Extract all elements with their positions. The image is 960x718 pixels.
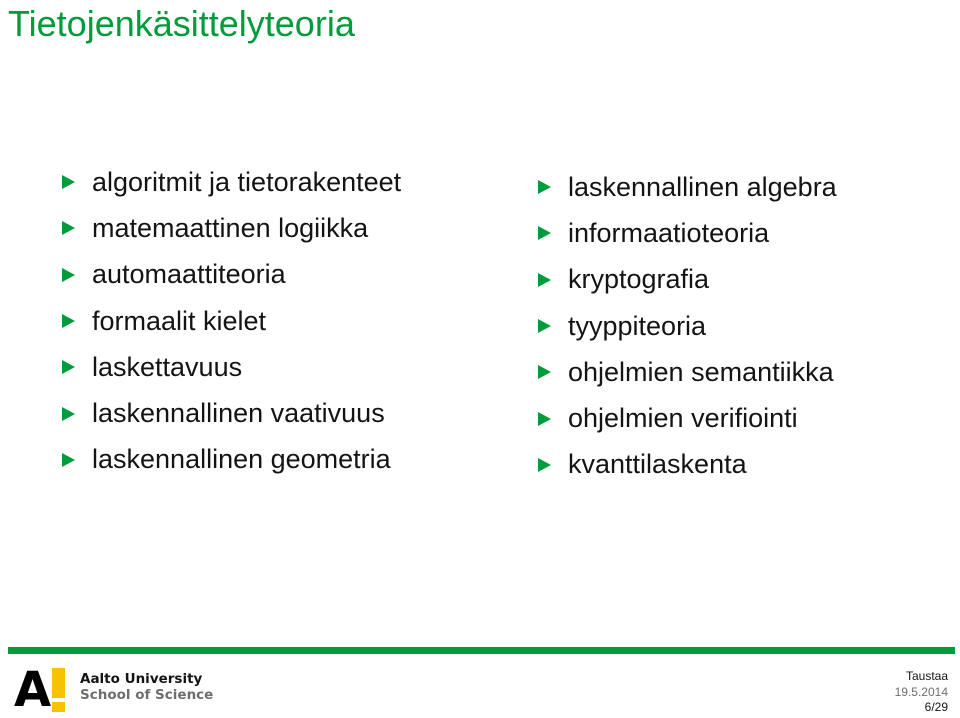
triangle-bullet-icon xyxy=(538,365,551,379)
section-label: Taustaa xyxy=(905,669,948,683)
list-item-text: laskennallinen algebra xyxy=(568,171,837,202)
list-item-text: tyyppiteoria xyxy=(568,310,707,341)
list-item-text: matemaattinen logiikka xyxy=(92,212,369,243)
list-item-text: kvanttilaskenta xyxy=(568,449,747,480)
list-item-text: kryptografia xyxy=(568,264,710,295)
list-item-text: ohjelmien semantiikka xyxy=(568,356,834,387)
list-item-text: algoritmit ja tietorakenteet xyxy=(92,166,402,197)
exclamation-icon xyxy=(52,668,65,712)
triangle-bullet-icon xyxy=(62,175,75,189)
list-item xyxy=(62,159,401,205)
list-item-text: laskennallinen vaativuus xyxy=(92,398,385,429)
list-item-text: informaatioteoria xyxy=(568,217,770,248)
list-item-text: laskettavuus xyxy=(92,351,243,382)
list-item xyxy=(62,252,401,298)
list-item xyxy=(62,298,401,344)
right-bullet-list xyxy=(538,164,837,488)
triangle-bullet-icon xyxy=(62,221,75,235)
triangle-bullet-icon xyxy=(62,268,75,282)
triangle-bullet-icon xyxy=(62,360,75,374)
left-bullet-list xyxy=(62,159,401,483)
triangle-bullet-icon xyxy=(538,273,551,287)
triangle-bullet-icon xyxy=(62,314,75,328)
triangle-bullet-icon xyxy=(538,412,551,426)
list-item-text: automaattiteoria xyxy=(92,259,286,290)
list-item xyxy=(538,349,837,395)
list-item xyxy=(62,344,401,390)
list-item-text: ohjelmien verifiointi xyxy=(568,403,798,434)
list-item xyxy=(538,164,837,210)
list-item xyxy=(62,205,401,251)
page-number: 6/29 xyxy=(924,700,948,714)
triangle-bullet-icon xyxy=(538,226,551,240)
slide-title: Tietojenkäsittelyteoria xyxy=(8,3,355,44)
logo-letter: A xyxy=(14,662,50,718)
aalto-logo-icon xyxy=(14,662,74,718)
slide-date: 19.5.2014 xyxy=(894,685,948,699)
list-item xyxy=(538,257,837,303)
university-name: Aalto University xyxy=(80,671,203,687)
list-item-text: laskennallinen geometria xyxy=(92,444,391,475)
triangle-bullet-icon xyxy=(62,407,75,421)
footer-divider xyxy=(8,647,955,654)
triangle-bullet-icon xyxy=(538,180,551,194)
list-item xyxy=(538,210,837,256)
list-item-text: formaalit kielet xyxy=(92,305,267,336)
list-item xyxy=(62,390,401,436)
triangle-bullet-icon xyxy=(538,319,551,333)
school-name: School of Science xyxy=(80,687,214,703)
list-item xyxy=(62,437,401,483)
triangle-bullet-icon xyxy=(538,458,551,472)
triangle-bullet-icon xyxy=(62,453,75,467)
list-item xyxy=(538,442,837,488)
list-item xyxy=(538,303,837,349)
list-item xyxy=(538,395,837,441)
